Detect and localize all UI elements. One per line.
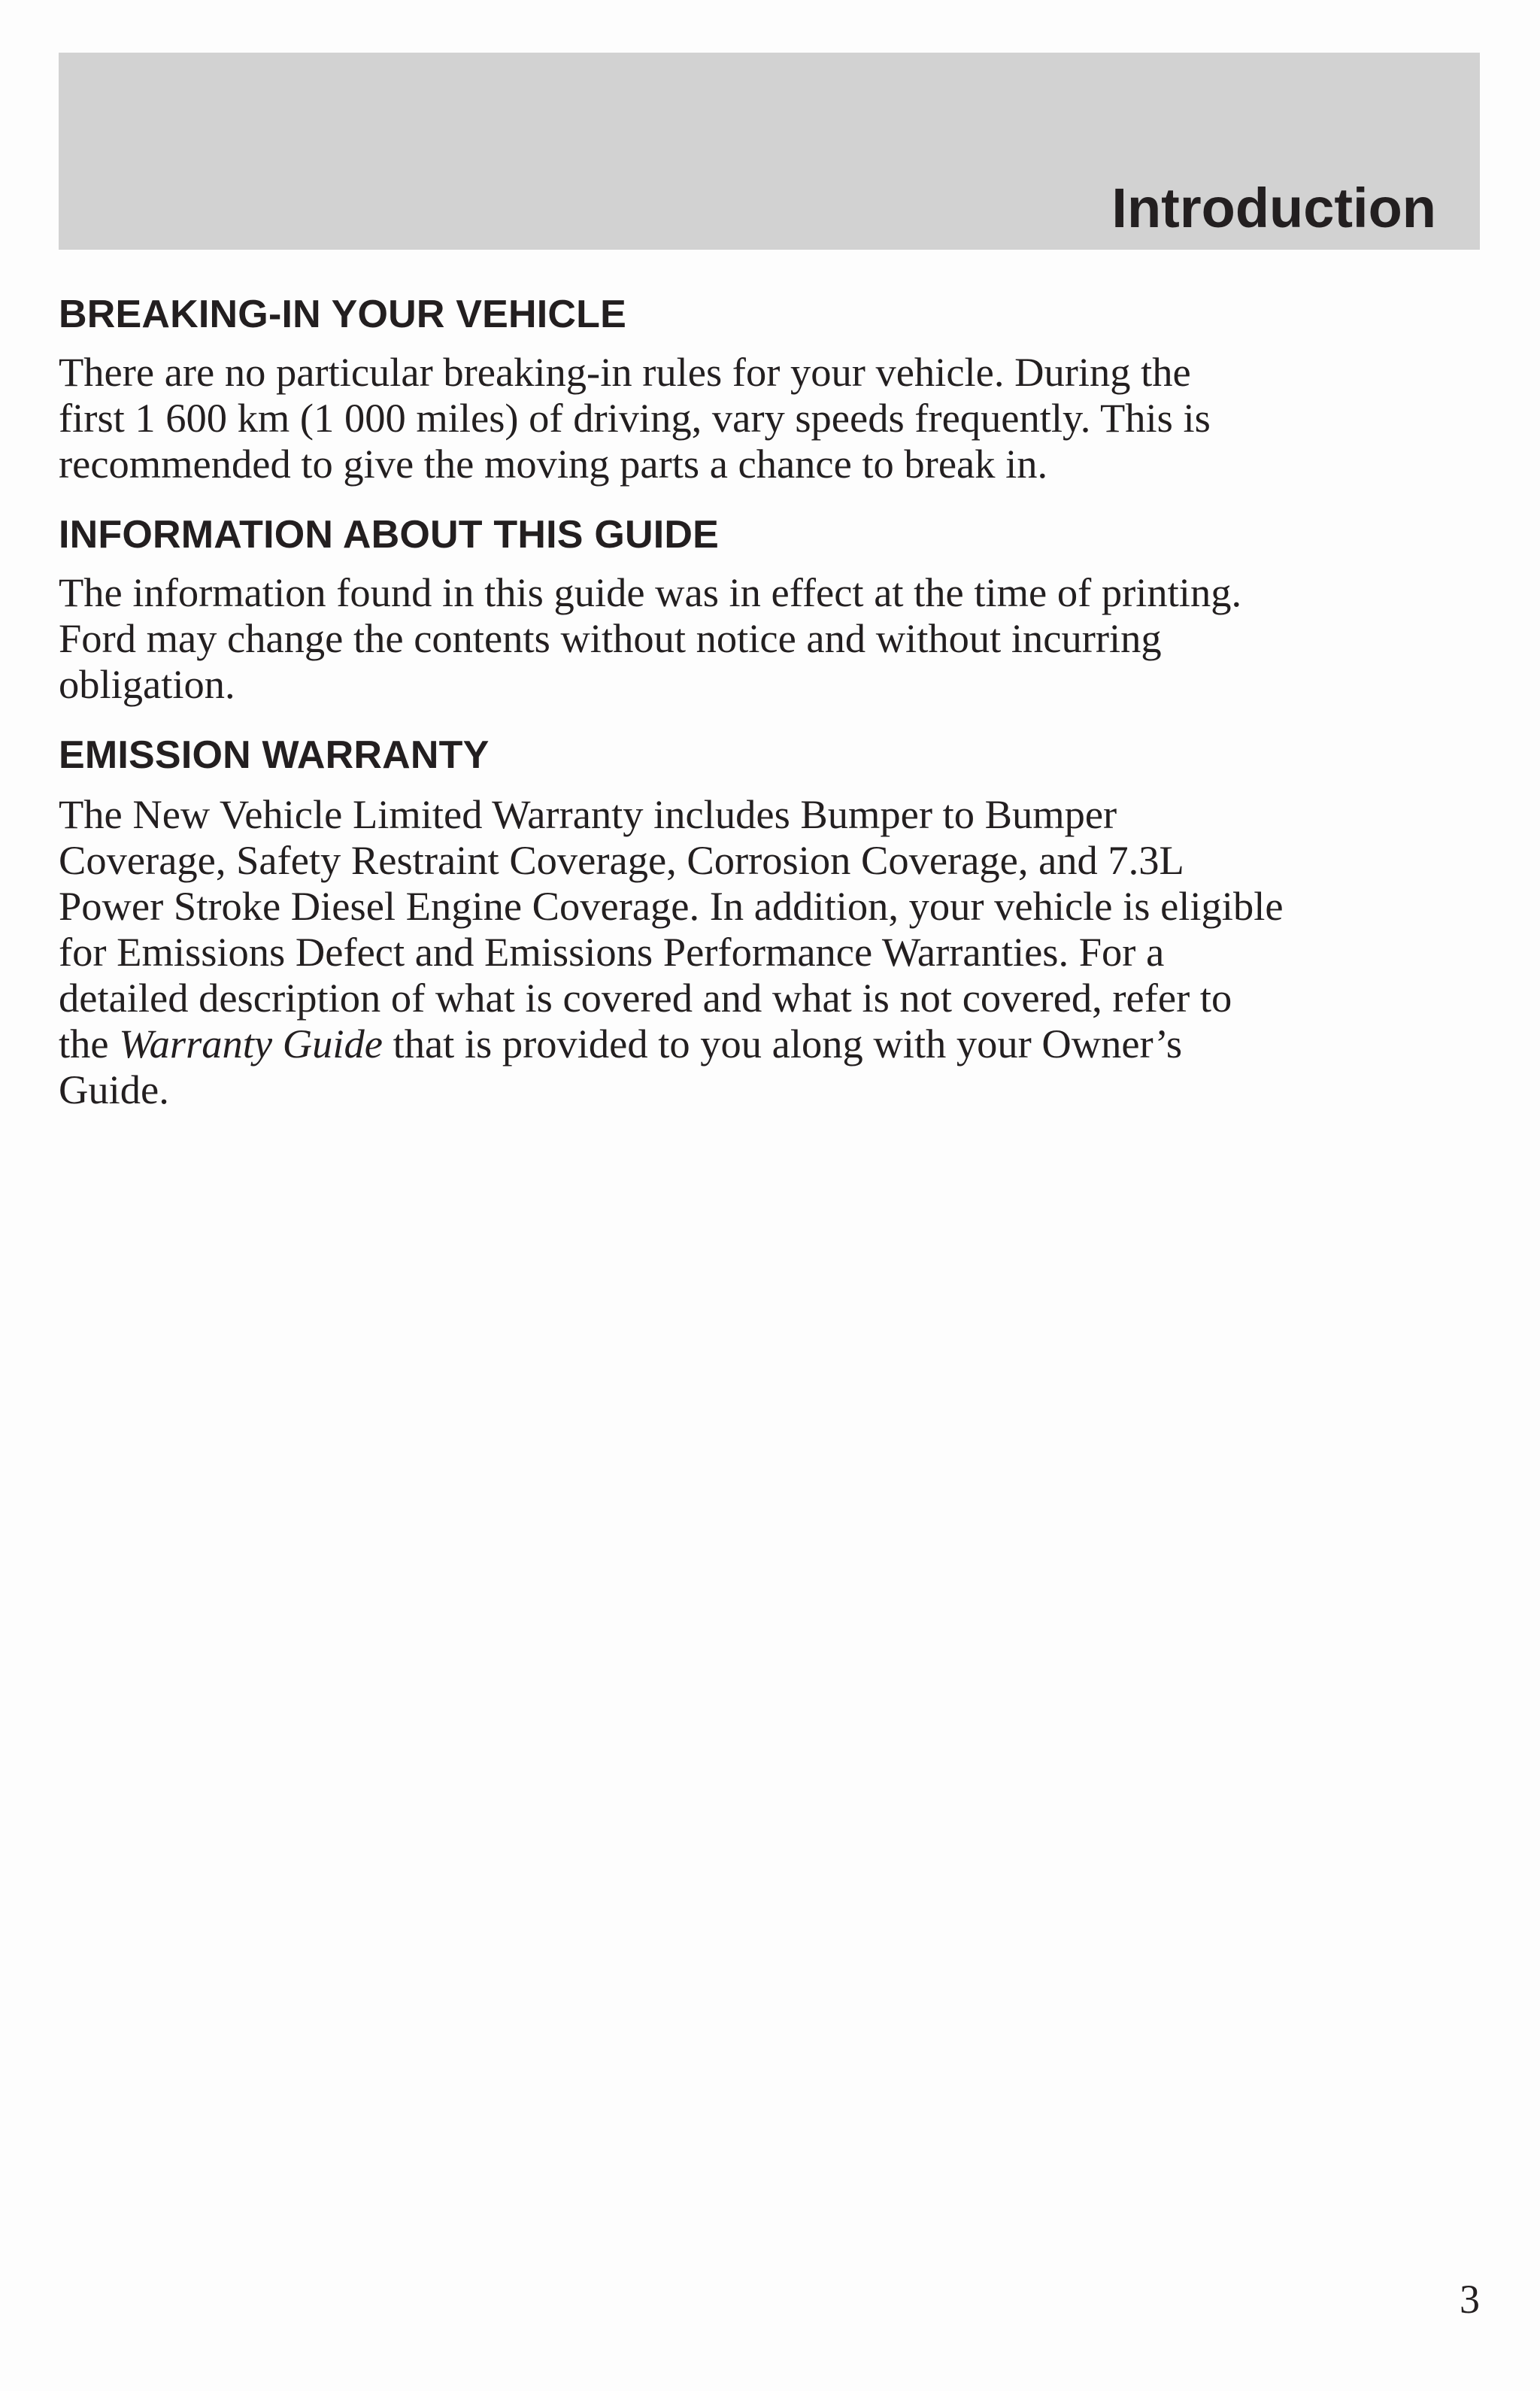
section-guide-info [59,512,1487,707]
body-line [59,1021,1487,1067]
text-run: the [59,1021,120,1067]
section-body [59,349,1487,487]
header-band [59,53,1480,250]
body-line: The information found in this guide was in effect at the time of printing. [59,569,1242,615]
content-area [59,292,1487,1112]
body-line: first 1 600 km (1 000 miles) of driving, vary speeds frequently. This is [59,395,1211,441]
page-title: Introduction [1111,177,1436,239]
body-line: recommended to give the moving parts a chance to break in. [59,441,1048,487]
body-line: detailed description of what is covered and what is not covered, refer to [59,975,1232,1021]
body-line: obligation. [59,661,235,707]
body-line: Guide. [59,1067,169,1112]
section-breaking-in [59,292,1487,487]
body-line: The New Vehicle Limited Warranty includes Bumper to Bumper [59,791,1117,837]
section-emission-warranty [59,733,1487,1112]
section-heading: BREAKING-IN YOUR VEHICLE [59,293,627,336]
body-line: Coverage, Safety Restraint Coverage, Corrosion Coverage, and 7.3L [59,837,1184,883]
section-heading: INFORMATION ABOUT THIS GUIDE [59,513,719,557]
warranty-guide-title: Warranty Guide [119,1021,383,1067]
page-number: 3 [1460,2277,1480,2322]
body-line: Power Stroke Diesel Engine Coverage. In addition, your vehicle is eligible [59,883,1284,929]
section-body [59,791,1487,1112]
body-line: There are no particular breaking-in rules for your vehicle. During the [59,349,1191,395]
body-line: Ford may change the contents without notice and without incurring [59,615,1162,661]
section-body [59,569,1487,707]
body-line: for Emissions Defect and Emissions Performance Warranties. For a [59,929,1165,975]
section-heading: EMISSION WARRANTY [59,733,490,777]
text-run: that is provided to you along with your Owner’s [382,1021,1183,1067]
